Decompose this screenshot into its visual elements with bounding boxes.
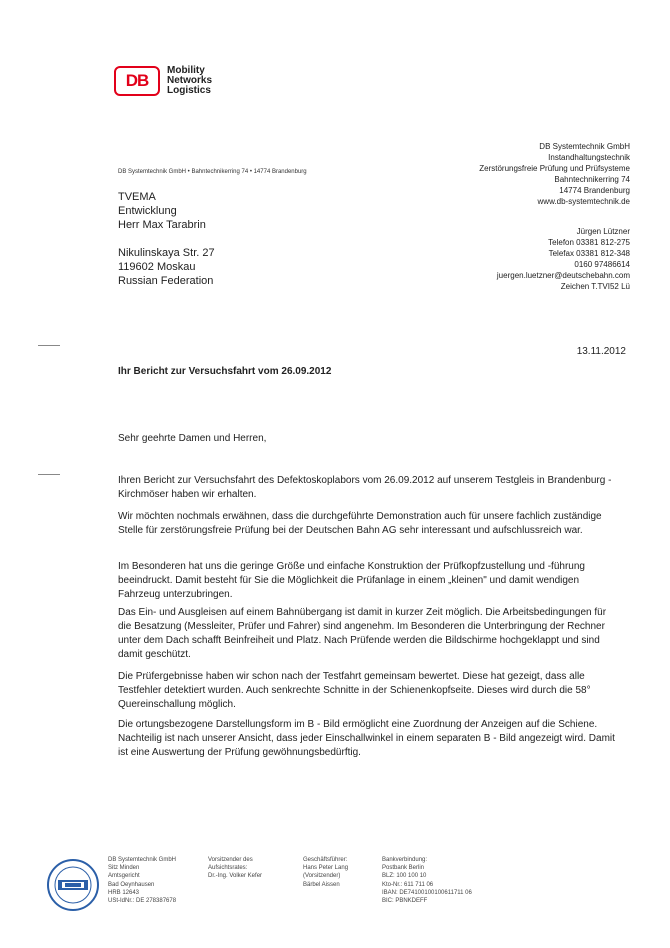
footer-line: Bad Oeynhausen [108,881,155,888]
footer-line: IBAN: DE74100100100611711 06 [382,889,472,896]
footer-line: Sitz Minden [108,865,140,872]
sender-website: www.db-systemtechnik.de [537,197,630,206]
sender-city: 14774 Brandenburg [559,186,630,195]
sender-company: DB Systemtechnik GmbH [539,142,630,151]
footer-line: BIC: PBNKDEFF [382,898,428,905]
logo-tagline [167,66,212,96]
body-paragraph: Ihren Bericht zur Versuchsfahrt des Defektoskoplabors vom 26.09.2012 auf unserem Testgleis in Brandenburg - Kirchmöser haben wir erhalten. [118,475,612,500]
body-paragraph: Die Prüfergebnisse haben wir schon nach der Testfahrt gemeinsam bewertet. Diese hat gezeigt, dass alle Testfehler detektiert wurden. Auch senkrechte Schnitte in der Schienenkopfseite. Dieses wird durch die 58° Quereinschallung möglich. [118,671,591,710]
db-logo-mark: DB [114,66,160,96]
footer-company-info [108,856,176,905]
footer-line: Aufsichtsrates: [208,865,248,872]
logo-line: Networks [167,75,213,86]
body-paragraph: Im Besonderen hat uns die geringe Größe und einfache Konstruktion der Prüfkopfzustellung und -führung beeindruckt. Damit besteht für Sie die Möglichkeit die Prüfanlage in einem „kleinen" und damit wendigen Fahrzeug unterzubringen. [118,561,585,600]
contact-email: juergen.luetzner@deutschebahn.com [496,271,630,280]
footer-line: Postbank Berlin [382,865,425,872]
footer-line: Dr.-Ing. Volker Kefer [208,873,263,880]
body-paragraph: Wir möchten nochmals erwähnen, dass die durchgeführte Demonstration auch für unsere fachlich zuständige Stelle für zerstörungsfreie Prüfung bei der Deutschen Bahn AG sehr interessant und aufschlussreich war. [118,511,602,536]
footer-bank-info [382,856,472,905]
sender-street: Bahntechnikerring 74 [554,175,630,184]
recipient-city: 119602 Moskau [118,261,196,273]
footer-line: Vorsitzender des [208,857,253,863]
recipient-address [118,190,215,288]
contact-block [497,226,630,292]
return-address-line: DB Systemtechnik GmbH • Bahntechnikerring 74 • 14774 Brandenburg [118,169,307,175]
footer-line: DB Systemtechnik GmbH [108,857,177,863]
body-paragraph: Das Ein- und Ausgleisen auf einem Bahnübergang ist damit in kurzer Zeit möglich. Die Arbeitsbedingungen für die Besatzung (Messleiter, Prüfer und Fahrer) sind angenehm. Im Besonderen die Unterbringung der Rechner unter dem Dach schafft Beinfreiheit und Platz. Nach Prüfende werden die Bildschirme hochgeklappt und sind damit geschützt. [118,607,607,660]
contact-reference: Zeichen T.TVI52 Lü [560,282,630,291]
sender-unit: Zerstörungsfreie Prüfung und Prüfsysteme [479,164,630,173]
footer-line: HRB 12643 [108,889,140,896]
footer-line: Bärbel Aissen [303,881,340,888]
footer-line: BLZ: 100 100 10 [382,873,427,880]
footer-board-info [208,856,262,881]
recipient-street: Nikulinskaya Str. 27 [118,247,215,259]
footer-line: (Vorsitzender) [303,873,341,880]
body-paragraph: Die ortungsbezogene Darstellungsform im B - Bild ermöglicht eine Zuordnung der Anzeigen auf die Schiene. Nachteilig ist nach unserer Ansicht, dass jeder Einschallwinkel in einem separaten B - Bild angezeigt wird. Damit ist eine Auswertung der Prüfung gewöhnungsbedürftig. [118,719,615,758]
spacer [118,232,215,246]
contact-phone: Telefon 03381 812-275 [548,238,630,247]
salutation: Sehr geehrte Damen und Herren, [118,433,267,444]
recipient-department: Entwicklung [118,205,177,217]
contact-mobile: 0160 97486614 [574,260,630,269]
logo-line: Logistics [167,85,211,96]
fold-mark [38,345,60,346]
fold-mark [38,474,60,475]
letter-date: 13.11.2012 [576,346,626,357]
certification-seal-icon [46,858,100,912]
sender-address-block [479,141,630,207]
contact-name: Jürgen Lützner [576,227,630,236]
footer-line: Amtsgericht [108,873,140,880]
recipient-company: TVEMA [118,191,156,203]
footer-line: Hans Peter Lang [303,865,349,872]
footer-line: Bankverbindung: [382,857,428,863]
recipient-person: Herr Max Tarabrin [118,219,206,231]
logo-line: Mobility [167,65,205,76]
footer-management-info [303,856,348,889]
footer-line: Kto-Nr.: 611 711 06 [382,881,434,888]
recipient-country: Russian Federation [118,275,214,287]
letter-subject: Ihr Bericht zur Versuchsfahrt vom 26.09.2012 [118,366,332,377]
footer-line: Geschäftsführer: [303,857,348,863]
sender-department: Instandhaltungstechnik [548,153,630,162]
contact-fax: Telefax 03381 812-348 [548,249,630,258]
footer-line: USt-IdNr.: DE 278387678 [108,898,177,905]
